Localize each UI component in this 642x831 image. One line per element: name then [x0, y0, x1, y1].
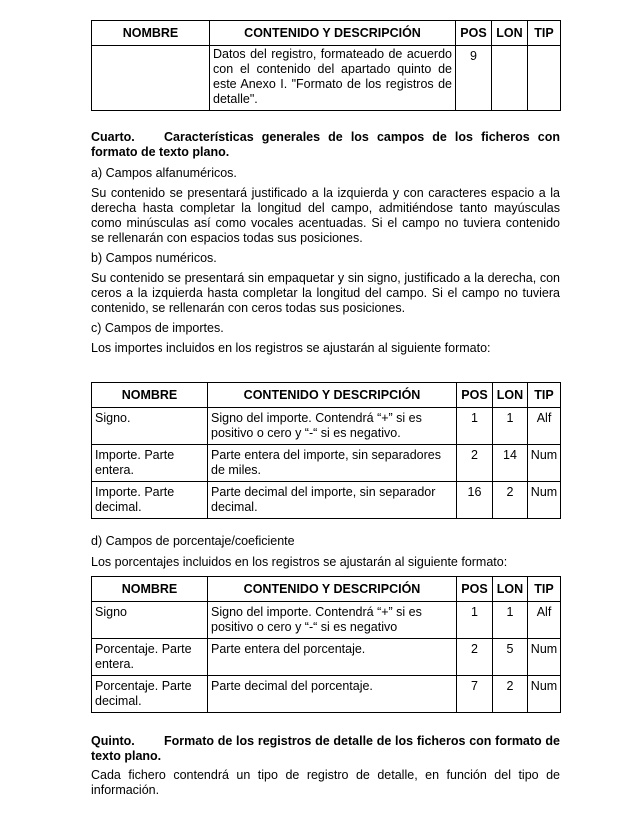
table-row	[92, 445, 561, 482]
cell-nombre: Porcentaje. Parte entera.	[92, 639, 208, 676]
cell-pos: 9	[456, 46, 492, 111]
header-lon: LON	[493, 383, 528, 408]
paragraph-c: Los importes incluidos en los registros se ajustarán al siguiente formato:	[91, 341, 491, 355]
cell-nombre: Importe. Parte decimal.	[92, 482, 208, 519]
section-title-cuarto: Características generales de los campos de los ficheros con formato de texto plano.	[91, 130, 560, 159]
cell-nombre	[92, 46, 210, 111]
header-pos: POS	[457, 577, 493, 602]
cell-nombre: Porcentaje. Parte decimal.	[92, 676, 208, 713]
header-tip: TIP	[528, 21, 561, 46]
top-table-container	[91, 20, 560, 111]
subheading-c: c) Campos de importes.	[91, 321, 224, 335]
importes-table-container	[91, 382, 560, 519]
header-nombre: NOMBRE	[92, 577, 208, 602]
cell-desc: Signo del importe. Contendrá “+” si es positivo o cero y “-“ si es negativo.	[208, 408, 457, 445]
table-row	[92, 602, 561, 639]
section-heading-quinto	[91, 734, 560, 764]
paragraph-b: Su contenido se presentará sin empaquetar y sin signo, justificado a la derecha, con ceros a la izquierda hasta completar la longitud del campo. Si el campo no tuviera contenido, se rellenarán con ceros todas sus posiciones.	[91, 271, 560, 315]
porcentaje-table	[91, 576, 561, 713]
cell-tip: Num	[528, 639, 561, 676]
header-contenido: CONTENIDO Y DESCRIPCIÓN	[208, 383, 457, 408]
subheading-d: d) Campos de porcentaje/coeficiente	[91, 534, 295, 548]
cell-pos: 1	[457, 408, 493, 445]
table-header-row	[92, 21, 561, 46]
paragraph-a: Su contenido se presentará justificado a la izquierda y con caracteres espacio a la derecha hasta completar la longitud del campo, admitiéndose tanto mayúsculas como minúsculas así como vocales acentuadas. Si el campo no tuviera contenido se rellenarán con espacios todas sus posiciones.	[91, 186, 560, 245]
importes-table	[91, 382, 561, 519]
cell-desc: Parte entera del porcentaje.	[208, 639, 457, 676]
section-title-quinto: Formato de los registros de detalle de los ficheros con formato de texto plano.	[91, 734, 560, 763]
cell-lon: 1	[493, 602, 528, 639]
section-label-quinto: Quinto.	[91, 734, 135, 748]
table-row	[92, 676, 561, 713]
cell-nombre: Signo	[92, 602, 208, 639]
subheading-a: a) Campos alfanuméricos.	[91, 166, 237, 180]
header-pos: POS	[457, 383, 493, 408]
cell-tip: Num	[528, 676, 561, 713]
cell-tip	[528, 46, 561, 111]
cell-pos: 2	[457, 639, 493, 676]
header-lon: LON	[493, 577, 528, 602]
header-contenido: CONTENIDO Y DESCRIPCIÓN	[208, 577, 457, 602]
table-row	[92, 46, 561, 111]
table-row	[92, 639, 561, 676]
paragraph-quinto: Cada fichero contendrá un tipo de registro de detalle, en función del tipo de información.	[91, 768, 560, 797]
table-header-row	[92, 383, 561, 408]
cell-desc: Signo del importe. Contendrá “+” si es positivo o cero y “-“ si es negativo	[208, 602, 457, 639]
cell-lon	[492, 46, 528, 111]
table-row	[92, 482, 561, 519]
header-pos: POS	[456, 21, 492, 46]
porcentaje-table-container	[91, 576, 560, 713]
cell-lon: 2	[493, 482, 528, 519]
header-contenido: CONTENIDO Y DESCRIPCIÓN	[210, 21, 456, 46]
cell-pos: 2	[457, 445, 493, 482]
cell-lon: 14	[493, 445, 528, 482]
header-tip: TIP	[528, 383, 561, 408]
table-row	[92, 408, 561, 445]
cell-lon: 5	[493, 639, 528, 676]
cell-desc: Parte decimal del porcentaje.	[208, 676, 457, 713]
cell-pos: 1	[457, 602, 493, 639]
header-nombre: NOMBRE	[92, 21, 210, 46]
section-heading-cuarto	[91, 130, 560, 160]
cell-tip: Alf	[528, 602, 561, 639]
header-tip: TIP	[528, 577, 561, 602]
cell-nombre: Importe. Parte entera.	[92, 445, 208, 482]
cell-desc: Parte decimal del importe, sin separador decimal.	[208, 482, 457, 519]
top-table	[91, 20, 561, 111]
cell-nombre: Signo.	[92, 408, 208, 445]
cell-pos: 16	[457, 482, 493, 519]
cell-tip: Num	[528, 445, 561, 482]
header-nombre: NOMBRE	[92, 383, 208, 408]
section-label-cuarto: Cuarto.	[91, 130, 135, 144]
cell-tip: Num	[528, 482, 561, 519]
cell-lon: 2	[493, 676, 528, 713]
cell-desc: Parte entera del importe, sin separadores de miles.	[208, 445, 457, 482]
paragraph-d: Los porcentajes incluidos en los registros se ajustarán al siguiente formato:	[91, 555, 508, 569]
cell-tip: Alf	[528, 408, 561, 445]
subheading-b: b) Campos numéricos.	[91, 251, 217, 265]
cell-pos: 7	[457, 676, 493, 713]
cell-desc: Datos del registro, formateado de acuerdo con el contenido del apartado quinto de este Anexo I. "Formato de los registros de detalle".	[210, 46, 456, 111]
table-header-row	[92, 577, 561, 602]
header-lon: LON	[492, 21, 528, 46]
cell-lon: 1	[493, 408, 528, 445]
